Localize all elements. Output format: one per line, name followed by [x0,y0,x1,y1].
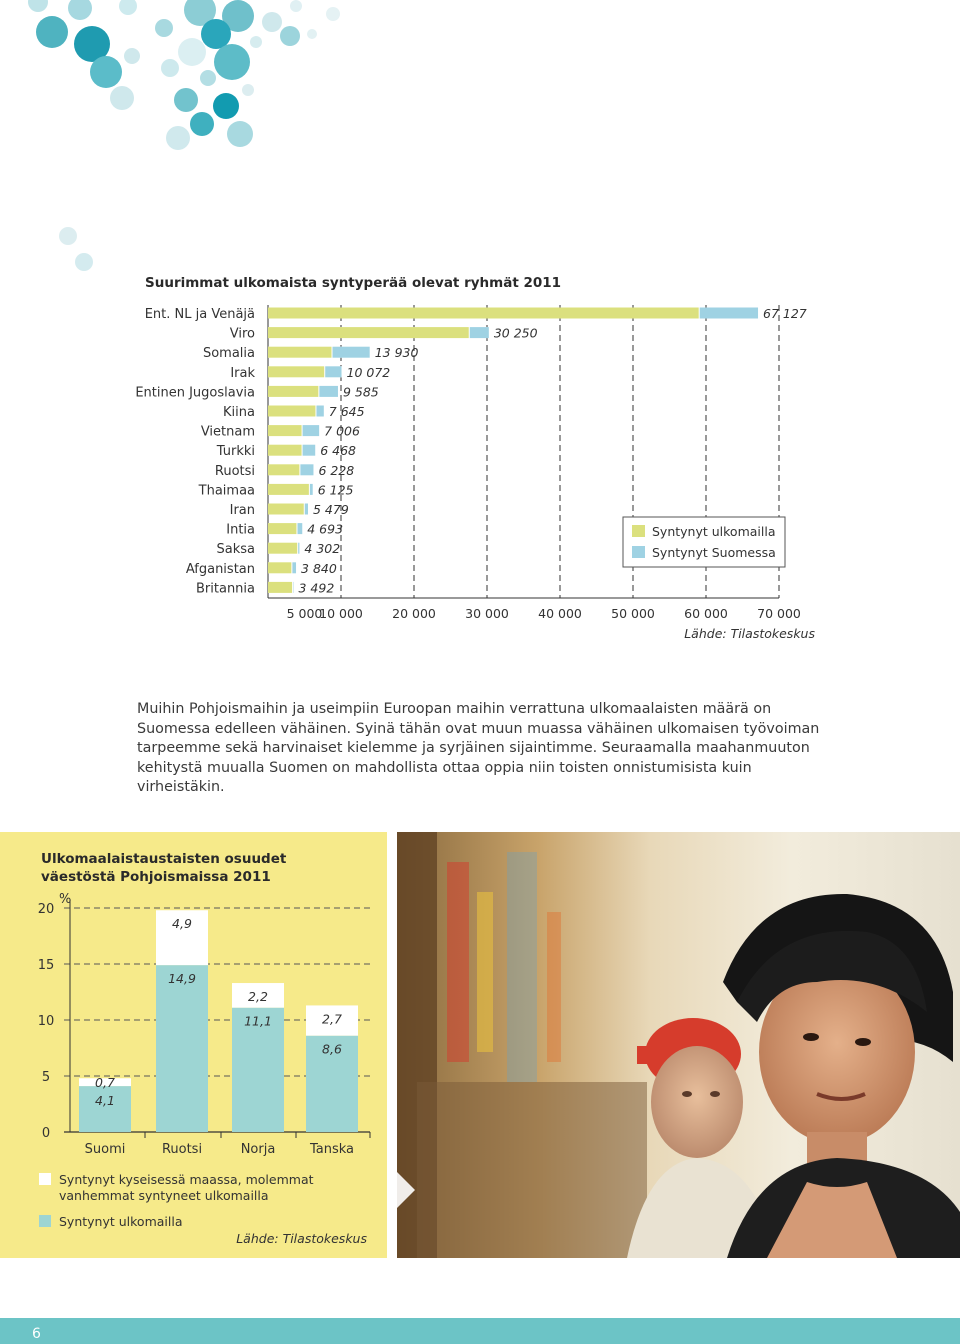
chart2-tick-label: 10 [37,1014,55,1029]
chart1-category-label: Ent. NL ja Venäjä [144,307,255,322]
legend2-swatch-abroad [39,1215,51,1227]
chart2-value-label-born-here: 2,7 [322,1011,342,1027]
chart1-value-label: 13 930 [374,345,419,361]
chart1-category-label: Viro [229,326,255,342]
chart2-value-label-born-here: 2,2 [248,989,268,1005]
chart2-value-label-abroad: 4,1 [95,1093,115,1108]
chart1-category-label: Somalia [202,346,255,362]
chart2-legend [39,1172,314,1229]
chart2-category-label: Ruotsi [161,1142,203,1157]
chart1-value-label: 67 127 [763,306,807,321]
legend-swatch-abroad [632,525,645,537]
chart2-category-label: Suomi [84,1142,126,1157]
legend2-swatch-born-here [39,1173,51,1185]
footer-bar [0,1318,960,1344]
photo-illustration [397,832,960,1258]
chart1-category-label: Kiina [223,405,255,420]
chart1-tick-label: 10 000 [319,606,363,621]
chart2-tick-label: 15 [37,958,55,973]
chart2-tick-label: 0 [41,1126,51,1141]
chart2-unit-label: % [59,892,72,907]
chart1-bar-finland [700,308,758,319]
chart1-bar-finland [470,327,489,338]
photo-young-people [397,832,960,1258]
chart1-tick-label: 40 000 [538,606,582,621]
chart1-category-label: Turkki [216,444,255,460]
body-paragraph: Muihin Pohjoismaihin ja useimpiin Euroopan maihin verrattuna ulkomaalaisten määrä on Suomessa edelleen vähäinen. Syinä tähän ovat muun muassa vähäinen ulkomaisen työvoiman tarpeemme sekä harvinaiset kielemme ja syrjäinen sijaintimme. Seuraamalla maahanmuuton kehitystä muualla Suomen on mahdollista ottaa oppia niin toisten onnistumisista kuin virheistäkin. [137,701,820,796]
legend-label-finland: Syntynyt Suomessa [652,545,776,560]
chart1-value-label: 3 840 [301,560,337,576]
chart1-tick-label: 70 000 [757,606,801,621]
chart2-tick-label: 5 [41,1070,51,1085]
legend-swatch-finland [632,546,645,558]
chart1-category-label: Intia [226,522,255,538]
chart1-value-label: 9 585 [342,384,379,400]
chart1-value-label: 7 006 [324,423,360,439]
chart2-value-label-abroad: 14,9 [168,971,196,987]
chart1-value-label: 10 072 [346,364,391,380]
chart1-value-label: 6 125 [317,482,354,498]
chart1-category-label: Thaimaa [198,483,255,499]
legend2-label-born-here: Syntynyt kyseisessä maassa, molemmat [59,1172,314,1187]
chart2-bars [79,910,358,1132]
legend2-label-born-here-2: vanhemmat syntyneet ulkomailla [59,1188,269,1203]
legend2-label-abroad: Syntynyt ulkomailla [59,1214,183,1229]
chart1-source: Lähde: Tilastokeskus [684,626,815,641]
chart1-category-label: Afganistan [185,561,255,577]
chart1-category-label: Ruotsi [214,463,255,479]
chart1-tick-label: 30 000 [465,606,509,621]
chart2-title: Ulkomaalaistaustaisten osuudet väestöstä Pohjoismaissa 2011 [41,851,287,885]
chart1-category-label: Irak [230,365,255,381]
chart2-bar-abroad [156,965,208,1132]
chart1-category-label: Iran [229,503,255,518]
nordic-share-chart [0,0,400,1260]
chart1-value-label: 3 492 [298,580,335,596]
chart1-tick-label: 20 000 [392,606,436,621]
chart1-value-label: 30 250 [493,325,538,341]
chart2-tick-label: 20 [37,902,55,917]
chart1-category-label: Saksa [216,542,255,558]
chart2-value-label-abroad: 8,6 [322,1041,342,1057]
chart1-value-label: 6 468 [320,443,357,459]
chart1-tick-label: 60 000 [684,606,728,621]
chart1-title: Suurimmat ulkomaista syntyperää olevat ryhmät 2011 [145,275,562,291]
legend-label-abroad: Syntynyt ulkomailla [652,524,776,539]
chart1-category-label: Vietnam [200,424,255,440]
chart1-tick-label: 5 000 [286,606,323,621]
chart2-category-label: Tanska [309,1142,355,1157]
chart2-source: Lähde: Tilastokeskus [236,1231,367,1246]
page-number: 6 [32,1326,41,1342]
chart1-category-label: Entinen Jugoslavia [135,385,255,401]
chart2-value-label-born-here: 0,7 [95,1075,115,1090]
chart2-value-label-born-here: 4,9 [172,916,192,932]
chart1-value-label: 7 645 [328,404,365,419]
chart1-legend [623,517,785,567]
chart2-category-label: Norja [240,1142,276,1157]
chart1-category-label: Britannia [196,581,255,597]
chart1-value-label: 5 479 [312,502,349,517]
chart1-value-label: 4 693 [307,521,344,537]
chart1-tick-label: 50 000 [611,606,655,621]
chart1-value-label: 6 228 [318,462,355,478]
chart1-value-label: 4 302 [304,541,341,557]
chart2-value-label-abroad: 11,1 [244,1013,272,1029]
